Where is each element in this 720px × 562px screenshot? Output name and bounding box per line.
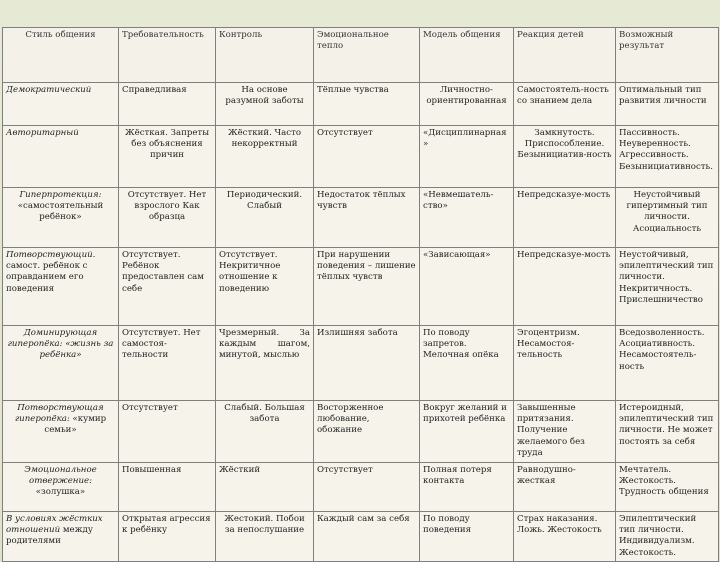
cell-model: Полная потеря контакта	[420, 463, 514, 512]
cell-model: «Дисциплинарная»	[420, 126, 514, 188]
header-cell-style: Стиль общения	[3, 28, 119, 83]
cell-warmth: Излишняя забота	[314, 326, 420, 401]
cell-style: Потворствующий. самост. ребёнок с оправданием его поведения	[3, 248, 119, 326]
cell-control: Жестокий. Побои за непослушание	[216, 512, 314, 562]
cell-demand: Отсутствует. Ребёнок предоставлен сам себе	[119, 248, 216, 326]
cell-warmth: Тёплые чувства	[314, 83, 420, 126]
cell-warmth: Отсутствует	[314, 463, 420, 512]
cell-style: Демократический	[3, 83, 119, 126]
cell-result: Истероидный, эпилептический тип личности. Не может постоять за себя	[616, 401, 719, 463]
cell-style: В условиях жёстких отношений между родителями	[3, 512, 119, 562]
cell-result: Пассивность. Неуверенность. Агрессивность. Безынициативность.	[616, 126, 719, 188]
cell-model: По поводу запретов. Мелочная опёка	[420, 326, 514, 401]
header-cell-warmth: Эмоциональное тепло	[314, 28, 420, 83]
cell-control: Слабый. Большая забота	[216, 401, 314, 463]
cell-warmth: При нарушении поведения – лишение тёплых чувств	[314, 248, 420, 326]
cell-reaction: Завышенные притязания. Получение желаемого без труда	[514, 401, 616, 463]
cell-result: Неустойчивый гипертимный тип личности. Асоциальность	[616, 188, 719, 248]
cell-result: Оптимальный тип развития личности	[616, 83, 719, 126]
cell-style: Потворствующая гиперопёка: «кумир семьи»	[3, 401, 119, 463]
cell-warmth: Отсутствует	[314, 126, 420, 188]
header-cell-control: Контроль	[216, 28, 314, 83]
cell-demand: Повышенная	[119, 463, 216, 512]
table-row	[3, 126, 719, 188]
cell-reaction: Эгоцентризм. Несамостоя-тельность	[514, 326, 616, 401]
cell-control: Жёсткий. Часто некорректный	[216, 126, 314, 188]
cell-result: Эпилептический тип личности. Индивидуализм. Жестокость.	[616, 512, 719, 562]
cell-style: Эмоциональное отвержение: «золушка»	[3, 463, 119, 512]
cell-result: Вседозволенность. Асоциативность. Несамостоятель-ность	[616, 326, 719, 401]
cell-control: На основе разумной заботы	[216, 83, 314, 126]
cell-reaction: Страх наказания. Ложь. Жестокость	[514, 512, 616, 562]
cell-model: «Невмешатель-ство»	[420, 188, 514, 248]
cell-style: Доминирующая гиперопёка: «жизнь за ребёнка»	[3, 326, 119, 401]
cell-demand: Справедливая	[119, 83, 216, 126]
cell-control: Периодический. Слабый	[216, 188, 314, 248]
header-cell-model: Модель общения	[420, 28, 514, 83]
cell-model: Вокруг желаний и прихотей ребёнка	[420, 401, 514, 463]
cell-reaction: Замкнутость. Приспособление. Безынициатив-ность	[514, 126, 616, 188]
header-cell-reaction: Реакция детей	[514, 28, 616, 83]
cell-control: Жёсткий	[216, 463, 314, 512]
cell-result: Неустойчивый, эпилептический тип личности. Некритичность. Прислешничество	[616, 248, 719, 326]
table-row	[3, 248, 719, 326]
cell-demand: Отсутствует	[119, 401, 216, 463]
cell-demand: Открытая агрессия к ребёнку	[119, 512, 216, 562]
table-row	[3, 188, 719, 248]
cell-model: По поводу поведения	[420, 512, 514, 562]
header-row	[3, 28, 719, 83]
table-row	[3, 83, 719, 126]
cell-model: «Зависающая»	[420, 248, 514, 326]
cell-demand: Отсутствует. Нет взрослого Как образца	[119, 188, 216, 248]
table-row	[3, 401, 719, 463]
cell-demand: Отсутствует. Нет самостоя-тельности	[119, 326, 216, 401]
cell-reaction: Непредсказуе-мость	[514, 188, 616, 248]
table-row	[3, 463, 719, 512]
cell-style: Гиперпротекция: «самостоятельный ребёнок»	[3, 188, 119, 248]
cell-reaction: Самостоятель-ность со знанием дела	[514, 83, 616, 126]
cell-style: Авторитарный	[3, 126, 119, 188]
cell-warmth: Недостаток тёплых чувств	[314, 188, 420, 248]
table-row	[3, 512, 719, 562]
cell-control: Чрезмерный. За каждым шагом, минутой, мыслью	[216, 326, 314, 401]
cell-reaction: Равнодушно-жесткая	[514, 463, 616, 512]
cell-control: Отсутствует. Некритичное отношение к поведению	[216, 248, 314, 326]
cell-result: Мечтатель. Жестокость. Трудность общения	[616, 463, 719, 512]
header-cell-result: Возможный результат	[616, 28, 719, 83]
cell-warmth: Каждый сам за себя	[314, 512, 420, 562]
cell-demand: Жёсткая. Запреты без объяснения причин	[119, 126, 216, 188]
header-cell-demand: Требовательность	[119, 28, 216, 83]
table-row	[3, 326, 719, 401]
cell-warmth: Восторженное любование, обожание	[314, 401, 420, 463]
cell-model: Личностно-ориентированная	[420, 83, 514, 126]
parenting-styles-table	[2, 27, 719, 562]
cell-reaction: Непредсказуе-мость	[514, 248, 616, 326]
